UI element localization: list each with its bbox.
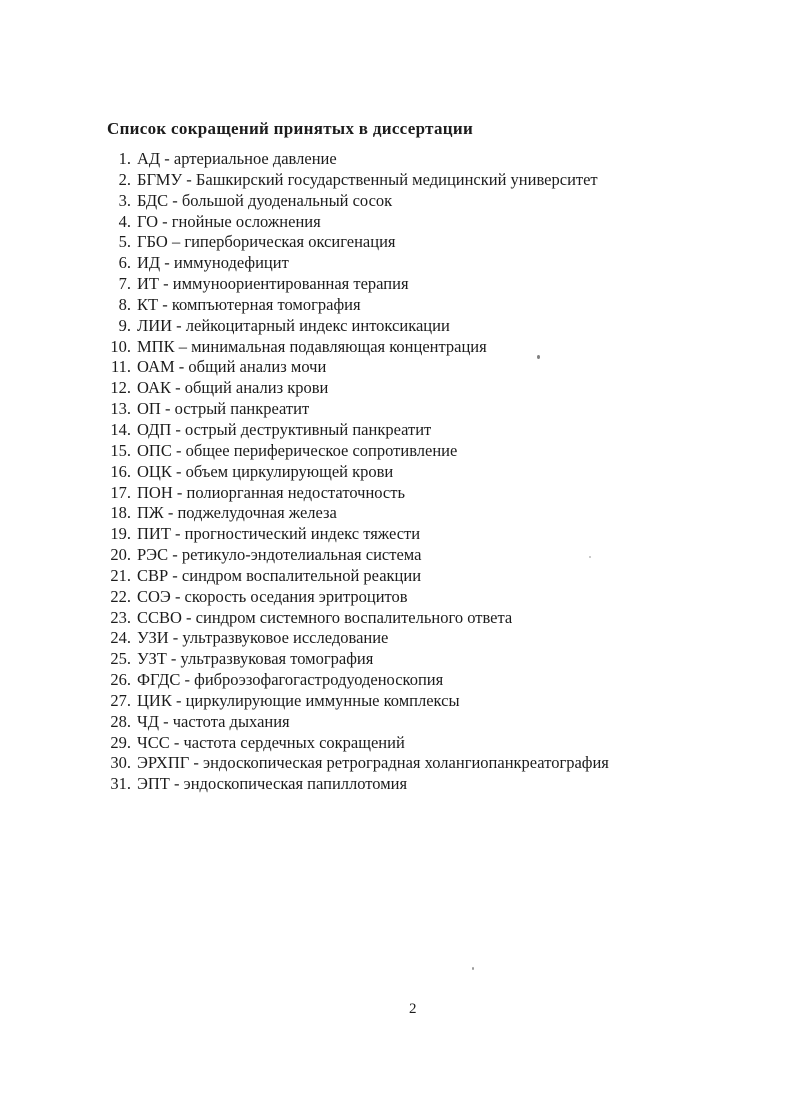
item-text: БДС - большой дуоденальный сосок bbox=[137, 190, 393, 210]
abbreviation-item bbox=[104, 608, 609, 629]
abbreviation-item bbox=[104, 566, 609, 587]
item-number: 31. bbox=[110, 774, 131, 794]
item-text: ГО - гнойные осложнения bbox=[137, 211, 321, 231]
abbreviation-item bbox=[104, 524, 609, 545]
scan-speck bbox=[589, 556, 591, 558]
item-text: ОЦК - объем циркулирующей крови bbox=[137, 461, 394, 481]
item-number: 15. bbox=[110, 440, 131, 460]
item-text: АД - артериальное давление bbox=[137, 149, 337, 168]
item-text: ЛИИ - лейкоцитарный индекс интоксикации bbox=[137, 315, 450, 335]
item-text: УЗТ - ультразвуковая томография bbox=[137, 649, 374, 669]
abbreviation-item bbox=[104, 295, 609, 316]
item-text: СОЭ - скорость оседания эритроцитов bbox=[137, 586, 408, 606]
abbreviation-item bbox=[104, 232, 609, 253]
item-number: 16. bbox=[110, 461, 131, 481]
item-text: ОП - острый панкреатит bbox=[137, 399, 310, 419]
item-number: 19. bbox=[110, 524, 131, 544]
page-number: 2 bbox=[409, 1001, 417, 1017]
item-number: 9. bbox=[118, 315, 131, 335]
item-text: ЭПТ - эндоскопическая папиллотомия bbox=[137, 774, 408, 794]
item-number: 10. bbox=[110, 336, 131, 356]
abbreviation-item bbox=[104, 483, 609, 504]
item-number: 14. bbox=[110, 419, 131, 439]
abbreviation-item bbox=[104, 670, 609, 691]
item-number: 3. bbox=[118, 190, 131, 210]
item-number: 2. bbox=[118, 169, 131, 189]
item-text: КТ - компъютерная томография bbox=[137, 294, 361, 314]
item-text: ИТ - иммуноориентированная терапия bbox=[137, 274, 409, 294]
item-text: ПОН - полиорганная недостаточность bbox=[137, 482, 405, 502]
item-number: 8. bbox=[118, 294, 131, 314]
abbreviation-item bbox=[104, 316, 609, 337]
item-number: 21. bbox=[110, 565, 131, 585]
item-number: 22. bbox=[110, 586, 131, 606]
item-number: 13. bbox=[110, 399, 131, 419]
item-number: 28. bbox=[110, 711, 131, 731]
item-number: 24. bbox=[110, 628, 131, 648]
item-text: БГМУ - Башкирский государственный медицинский университет bbox=[137, 169, 598, 189]
abbreviation-item bbox=[104, 462, 609, 483]
abbreviation-item bbox=[104, 399, 609, 420]
abbreviation-list bbox=[104, 149, 609, 795]
item-text: ЭРХПГ - эндоскопическая ретроградная холангиопанкреатография bbox=[137, 753, 609, 773]
item-text: ПИТ - прогностический индекс тяжести bbox=[137, 524, 421, 544]
item-number: 20. bbox=[110, 545, 131, 565]
item-text: РЭС - ретикуло-эндотелиальная система bbox=[137, 545, 422, 565]
abbreviation-item bbox=[104, 378, 609, 399]
item-number: 7. bbox=[118, 274, 131, 294]
scan-speck bbox=[472, 967, 474, 970]
abbreviation-item bbox=[104, 733, 609, 754]
item-number: 25. bbox=[110, 649, 131, 669]
item-number: 5. bbox=[118, 232, 131, 252]
abbreviation-item bbox=[104, 357, 609, 378]
abbreviation-item bbox=[104, 753, 609, 774]
item-text: ОАК - общий анализ крови bbox=[137, 378, 329, 398]
item-number: 6. bbox=[118, 253, 131, 273]
abbreviation-item bbox=[104, 503, 609, 524]
item-number: 11. bbox=[110, 357, 131, 377]
item-text: ГБО – гиперборическая оксигенация bbox=[137, 232, 396, 252]
item-text: ОПС - общее периферическое сопротивление bbox=[137, 440, 458, 460]
item-number: 27. bbox=[110, 690, 131, 710]
abbreviation-item bbox=[104, 420, 609, 441]
item-text: ССВО - синдром системного воспалительного ответа bbox=[137, 607, 513, 627]
abbreviation-item bbox=[104, 628, 609, 649]
item-number: 29. bbox=[110, 732, 131, 752]
item-text: ОАМ - общий анализ мочи bbox=[137, 357, 327, 377]
item-text: МПК – минимальная подавляющая концентрация bbox=[137, 336, 487, 356]
item-number: 18. bbox=[110, 503, 131, 523]
item-number: 1. bbox=[118, 149, 131, 168]
item-text: ИД - иммунодефицит bbox=[137, 253, 289, 273]
abbreviation-item bbox=[104, 649, 609, 670]
abbreviation-item bbox=[104, 337, 609, 358]
item-text: ОДП - острый деструктивный панкреатит bbox=[137, 419, 432, 439]
item-text: ЧД - частота дыхания bbox=[137, 711, 290, 731]
abbreviation-item bbox=[104, 212, 609, 233]
abbreviation-item bbox=[104, 587, 609, 608]
item-text: ЧСС - частота сердечных сокращений bbox=[137, 732, 405, 752]
item-number: 23. bbox=[110, 607, 131, 627]
abbreviation-item bbox=[104, 712, 609, 733]
abbreviation-item bbox=[104, 170, 609, 191]
abbreviation-item bbox=[104, 191, 609, 212]
abbreviation-item bbox=[104, 774, 609, 795]
abbreviation-item bbox=[104, 691, 609, 712]
page-title: Список сокращений принятых в диссертации bbox=[107, 119, 474, 138]
item-number: 4. bbox=[118, 211, 131, 231]
abbreviation-item bbox=[104, 545, 609, 566]
abbreviation-item bbox=[104, 441, 609, 462]
item-text: УЗИ - ультразвуковое исследование bbox=[137, 628, 389, 648]
item-text: ФГДС - фиброэзофагогастродуоденоскопия bbox=[137, 670, 444, 690]
scan-speck bbox=[537, 355, 540, 359]
item-number: 17. bbox=[110, 482, 131, 502]
item-number: 30. bbox=[110, 753, 131, 773]
item-text: ЦИК - циркулирующие иммунные комплексы bbox=[137, 690, 460, 710]
abbreviation-item bbox=[104, 149, 609, 170]
item-text: ПЖ - поджелудочная железа bbox=[137, 503, 337, 523]
item-text: СВР - синдром воспалительной реакции bbox=[137, 565, 422, 585]
item-number: 26. bbox=[110, 670, 131, 690]
abbreviation-item bbox=[104, 253, 609, 274]
item-number: 12. bbox=[110, 378, 131, 398]
abbreviation-item bbox=[104, 274, 609, 295]
